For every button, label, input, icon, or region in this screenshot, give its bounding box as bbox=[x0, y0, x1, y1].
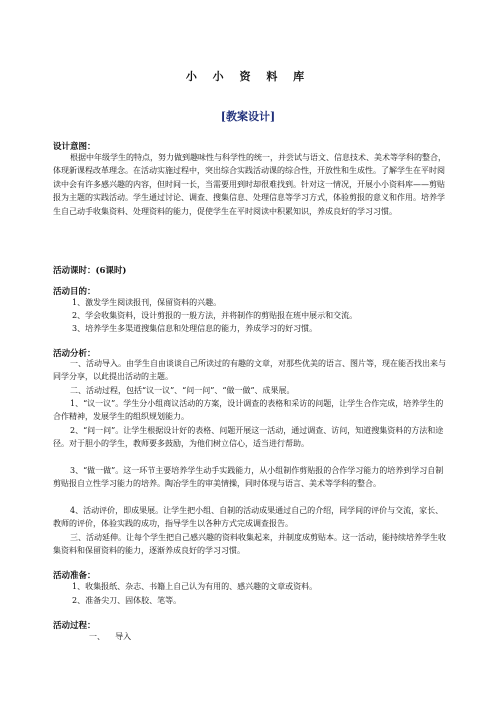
intent-paragraph: 根据中年级学生的特点，努力做到趣味性与科学性的统一，并尝试与语文、信息技术、美术等学科的整合，体现新课程改革理念。在活动实施过程中，突出综合实践活动课的综合性，开放性和生成性。了解学生在平时阅读中会有许多感兴趣的内容，但时间一长，当需要用到时却很难找到。针对这一情况，开展小小资料库——剪贴报为主题的实践活动。学生通过讨论、调查、搜集信息、处理信息等学习方式，体验剪报的意义和作用。培养学生自己动手收集资料、处理资料的能力，促使学生在平时阅读中积累知识，养成良好的学习习惯。 bbox=[53, 153, 446, 216]
section-heading-goals: 活动目的： bbox=[53, 287, 96, 297]
goal-item: 3、培养学生多渠道搜集信息和处理信息的能力，养成学习的好习惯。 bbox=[72, 324, 318, 333]
analysis-paragraph: 3、“做一做”。这一环节主要培养学生动手实践能力，从小组制作剪贴报的合作学习能力的培养到学习自制剪贴报自立性学习能力的培养。陶冶学生的审美情操，同时体现与语言、美术等学科的整合。 bbox=[53, 466, 444, 489]
analysis-paragraph: 1、“议一议”。学生分小组商议活动的方案，设计调查的表格和采访的问题，让学生合作完成，培养学生的合作精神，发展学生的组织规划能力。 bbox=[53, 399, 444, 422]
document-subtitle: [教案设计] bbox=[220, 110, 276, 123]
section-heading-analysis: 活动分析： bbox=[53, 349, 96, 359]
analysis-paragraph: 2、“问一问”。让学生根据设计好的表格、问题开展这一活动，通过调查、访问，知道搜集资料的方法和途径。对于胆小的学生，教师要多鼓励，为他们树立信心，适当进行帮助。 bbox=[53, 426, 444, 449]
analysis-paragraph: 二、活动过程，包括“议一议”、“问一问”、“做一做”、成果展。 bbox=[70, 386, 295, 395]
prep-item: 2、准备尖刀、固体胶、笔等。 bbox=[72, 596, 182, 605]
goal-item: 1、激发学生阅读报刊，保留资料的兴趣。 bbox=[72, 298, 222, 307]
prep-item: 1、收集报纸、杂志、书籍上自己认为有用的、感兴趣的文章或资料。 bbox=[72, 582, 318, 591]
section-heading-duration: 活动课时：(6课时) bbox=[53, 266, 127, 276]
section-heading-intent: 设计意图： bbox=[53, 142, 96, 152]
section-heading-prep: 活动准备： bbox=[53, 571, 96, 581]
process-item: 一、 导入 bbox=[89, 632, 132, 641]
goal-item: 2、学会收集资料，设计剪报的一般方法，并将制作的剪贴报在班中展示和交流。 bbox=[72, 311, 358, 320]
analysis-paragraph: 三、活动延伸。让每个学生把自己感兴趣的资料收集起来，并制度成剪贴本。这一活动，能持续培养学生收集资料和保留资料的能力，逐渐养成良好的学习习惯。 bbox=[53, 533, 446, 556]
analysis-paragraph: 4、活动评价，即成果展。让学生把小组、自制的活动成果通过自己的介绍，同学间的评价与交流，家长、教师的评价，体验实践的成功，指导学生以各种方式完成调查报告。 bbox=[53, 506, 444, 529]
document-title: 小 小 资 料 库 bbox=[185, 70, 311, 83]
section-heading-process: 活动过程： bbox=[53, 621, 96, 631]
analysis-paragraph: 一、活动导入。由学生自由谈谈自己所读过的有趣的文章，对那些优美的语言、图片等，现在能否找出来与同学分享，以此提出活动的主题。 bbox=[53, 359, 446, 382]
